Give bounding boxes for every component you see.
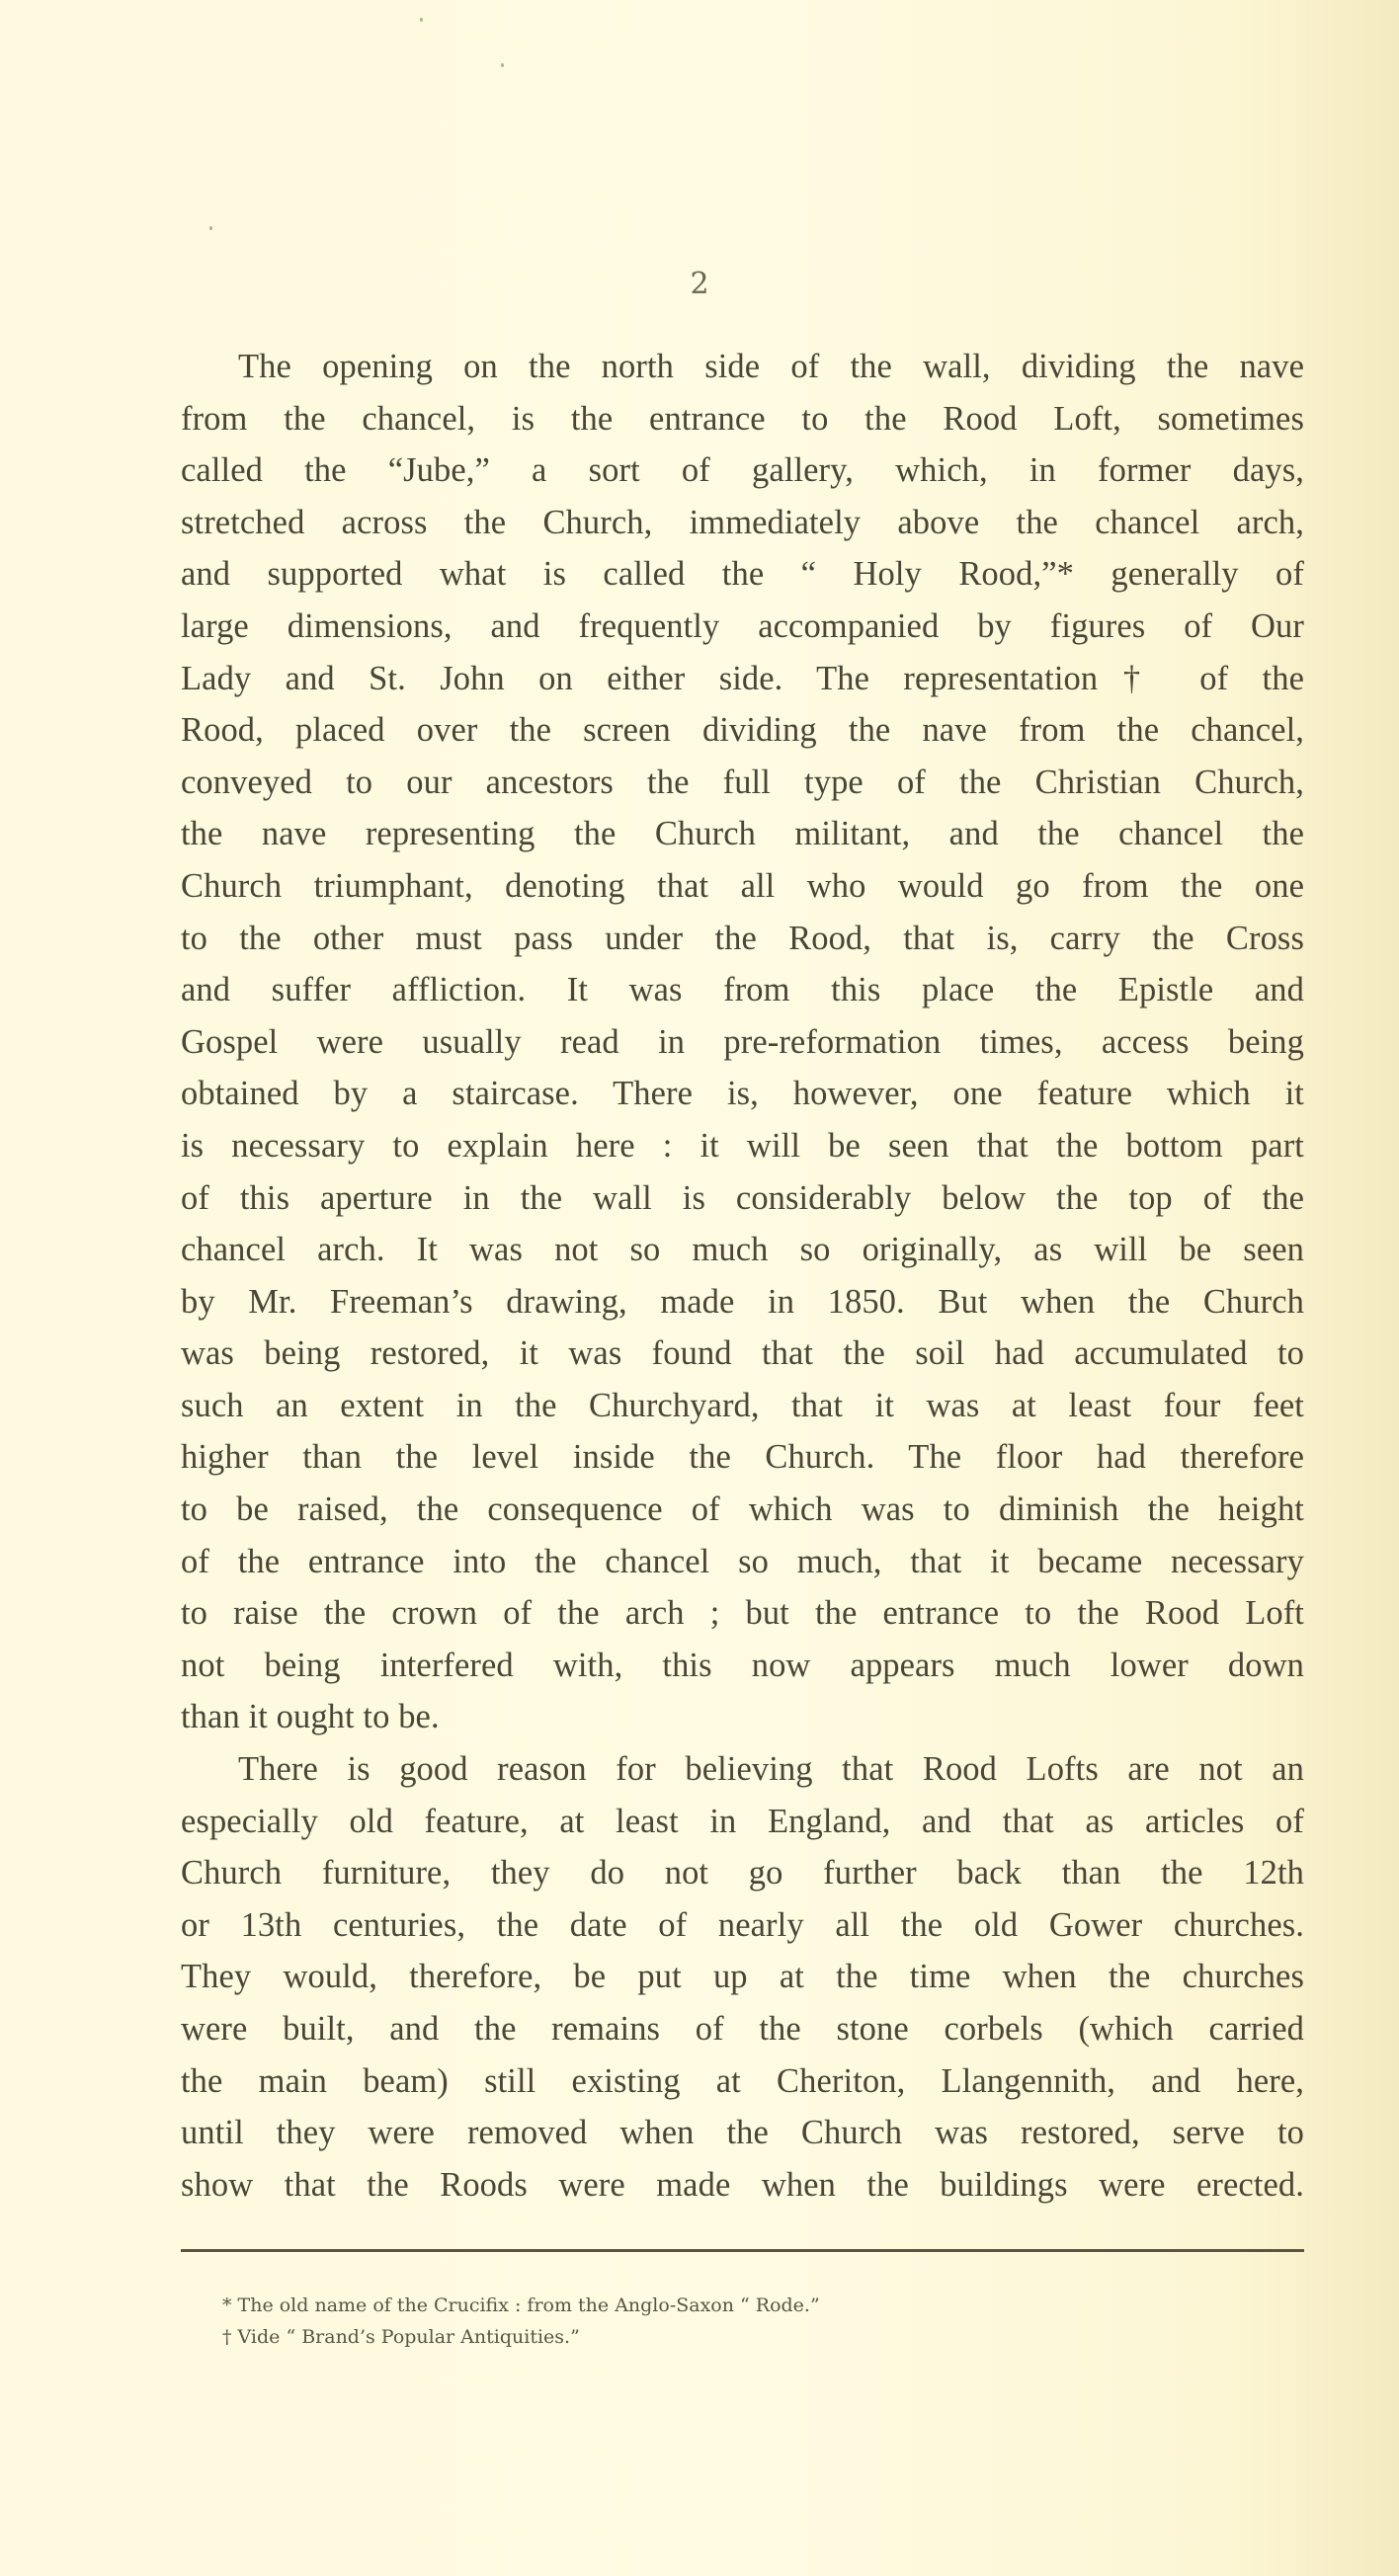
text-line: Rood, placed over the screen dividing the nave from the chancel, xyxy=(181,711,1304,750)
text-line: or 13th centuries, the date of nearly all the old Gower churches. xyxy=(181,1905,1304,1944)
text-line: were built, and the remains of the stone corbels (which carried xyxy=(181,2010,1304,2048)
text-line: especially old feature, at least in England, and that as articles of xyxy=(181,1802,1304,1840)
text-line: show that the Roods were made when the buildings were erected. xyxy=(181,2165,1304,2204)
text-line: and supported what is called the “ Holy Rood,”* generally of xyxy=(181,555,1304,594)
paper-speck xyxy=(501,63,504,67)
text-line: The opening on the north side of the wall, dividing the nave xyxy=(238,348,1304,385)
text-line: Lady and St. John on either side. The representation† of the xyxy=(181,659,1304,697)
paragraph-2 xyxy=(181,1743,1304,2211)
text-line: Church triumphant, denoting that all who would go from the one xyxy=(181,866,1304,905)
text-line: called the “Jube,” a sort of gallery, which, in former days, xyxy=(181,451,1304,490)
text-line: the nave representing the Church militant, and the chancel the xyxy=(181,815,1304,853)
text-line: higher than the level inside the Church. The floor had therefore xyxy=(181,1438,1304,1477)
body-text xyxy=(181,341,1304,2211)
footnote-asterisk: * The old name of the Crucifix : from the Anglo-Saxon “ Rode.” xyxy=(222,2294,820,2316)
text-line: until they were removed when the Church was restored, serve to xyxy=(181,2114,1304,2152)
text-line: from the chancel, is the entrance to the Rood Loft, sometimes xyxy=(181,399,1304,438)
page-number: 2 xyxy=(690,267,709,301)
text-line: the main beam) still existing at Cheriton, Llangennith, and here, xyxy=(181,2061,1304,2100)
text-line: conveyed to our ancestors the full type of the Christian Church, xyxy=(181,763,1304,801)
text-line: There is good reason for believing that Rood Lofts are not an xyxy=(238,1750,1304,1789)
paper-speck xyxy=(209,226,212,230)
text-line: not being interfered with, this now appears much lower down xyxy=(181,1646,1304,1684)
text-line: Church furniture, they do not go further back than the 12th xyxy=(181,1854,1304,1892)
text-line: is necessary to explain here : it will be seen that the bottom part xyxy=(181,1126,1304,1165)
text-line: by Mr. Freeman’s drawing, made in 1850. But when the Church xyxy=(181,1282,1304,1321)
text-line: to the other must pass under the Rood, that is, carry the Cross xyxy=(181,919,1304,957)
text-line: and suffer affliction. It was from this place the Epistle and xyxy=(181,971,1304,1009)
text-line: was being restored, it was found that the soil had accumulated to xyxy=(181,1334,1304,1373)
paragraph-1 xyxy=(181,341,1304,1743)
text-line: such an extent in the Churchyard, that it was at least four feet xyxy=(181,1386,1304,1424)
text-line: of the entrance into the chancel so much, that it became necessary xyxy=(181,1542,1304,1580)
paper-speck xyxy=(420,18,423,22)
text-line: obtained by a staircase. There is, however, one feature which it xyxy=(181,1075,1304,1113)
text-line: of this aperture in the wall is considerably below the top of the xyxy=(181,1178,1304,1217)
footnotes xyxy=(222,2290,820,2353)
text-line: chancel arch. It was not so much so originally, as will be seen xyxy=(181,1231,1304,1269)
text-line: stretched across the Church, immediately above the chancel arch, xyxy=(181,503,1304,541)
text-line: They would, therefore, be put up at the time when the churches xyxy=(181,1958,1304,1996)
footnote-dagger: † Vide “ Brand’s Popular Antiquities.” xyxy=(222,2326,580,2348)
text-line: to be raised, the consequence of which was to diminish the height xyxy=(181,1490,1304,1529)
text-line: large dimensions, and frequently accompanied by figures of Our xyxy=(181,606,1304,645)
footnote-divider xyxy=(181,2249,1304,2252)
text-line: to raise the crown of the arch ; but the entrance to the Rood Loft xyxy=(181,1594,1304,1633)
text-line: than it ought to be. xyxy=(181,1698,440,1736)
text-line: Gospel were usually read in pre-reformation times, access being xyxy=(181,1022,1304,1061)
